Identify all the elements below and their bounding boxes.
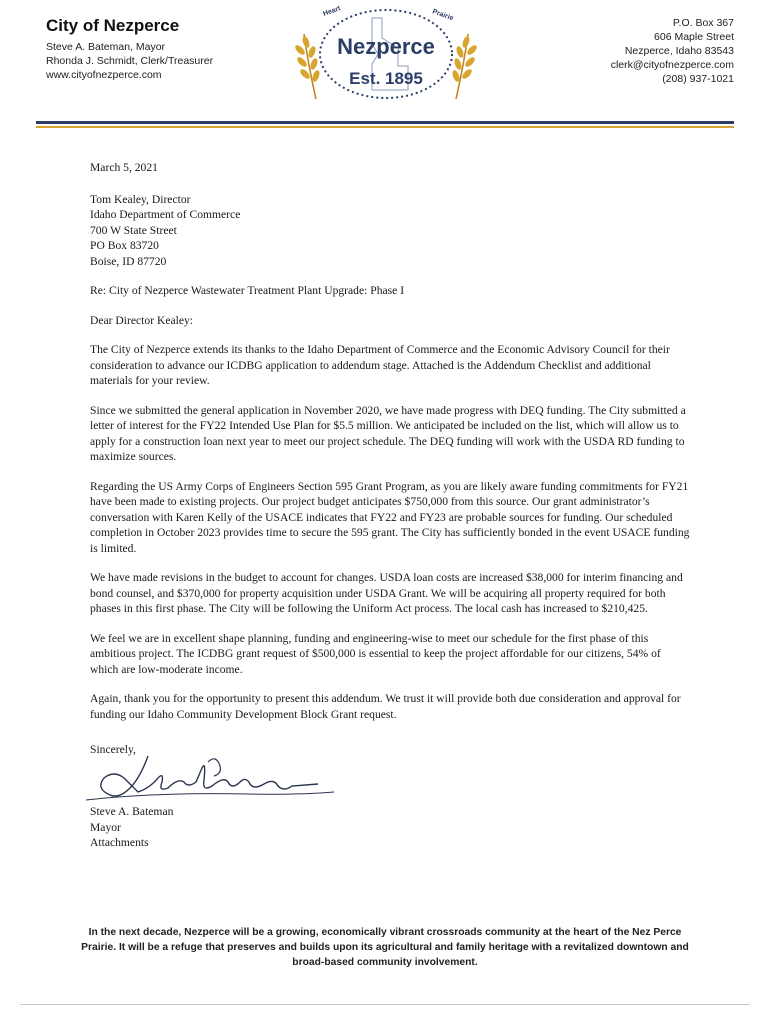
city-state-zip: Nezperce, Idaho 83543: [624, 45, 734, 57]
signer-title: Mayor: [90, 820, 121, 834]
header-rule-gold: [36, 126, 734, 128]
wheat-left-icon: [294, 34, 321, 99]
vision-statement: In the next decade, Nezperce will be a growing, economically vibrant crossroads community at the heart of the Nez Perce Prairie. It will be a refuge that preserves and builds upon its agricultural and family heritage with a revitalized downtown and broad-based community involvement.: [81, 927, 689, 968]
salutation: Dear Director Kealey:: [90, 313, 193, 327]
recipient-line: Tom Kealey, Director: [90, 192, 191, 206]
recipient-line: Boise, ID 87720: [90, 254, 167, 268]
city-seal-logo: [286, 4, 486, 104]
recipient-address: [90, 192, 690, 270]
ring-text-left: Heart: [322, 5, 342, 18]
re-line: Re: City of Nezperce Wastewater Treatment Plant Upgrade: Phase I: [90, 284, 405, 297]
mayor-line: Steve A. Bateman, Mayor: [46, 41, 166, 53]
seal-est: Est. 1895: [349, 69, 423, 88]
footer-rule: [20, 1004, 750, 1005]
body-paragraph: The City of Nezperce extends its thanks to the Idaho Department of Commerce and the Economic Advisory Council for their consideration to advance our ICDBG application to addendum stage. Attached is the Addendum Checklist and additional materials for your review.: [90, 343, 670, 387]
signer-name: Steve A. Bateman: [90, 805, 174, 818]
enclosure-line: Attachments: [90, 836, 149, 849]
header-rule-navy: [36, 121, 734, 124]
website-line: www.cityofnezperce.com: [46, 69, 162, 81]
letter-body: [90, 160, 690, 736]
signer-block: [90, 804, 173, 851]
street-address: 606 Maple Street: [654, 31, 734, 43]
email-address: clerk@cityofnezperce.com: [610, 59, 734, 71]
body-paragraph: Since we submitted the general application in November 2020, we have made progress with DEQ funding. The City submitted a letter of interest for the FY22 Intended Use Plan for $5.5 million. We anticipated be included on the list, which will allow us to apply for a construction loan next year to meet our project schedule. The DEQ funding will work with the USDA RD funding to maximize sources.: [90, 403, 686, 463]
ring-text-right: Prairie: [431, 8, 455, 23]
letterhead-left: [46, 16, 213, 82]
letter-date: March 5, 2021: [90, 161, 158, 174]
po-box: P.O. Box 367: [672, 17, 734, 29]
body-paragraph: Regarding the US Army Corps of Engineers Section 595 Grant Program, as you are likely aware funding commitments for FY21 have been made to existing projects. Our project budget anticipates $750,000 from this source. Our grant administrator’s conversation with Karen Kelly of the USACE indicates that FY22 and FY23 are probable sources for funding. Our scheduled completion in October 2023 provides time to secure the 595 grant. The City has sufficiently bonded in the event USACE funding is limited.: [90, 479, 690, 555]
body-paragraph: Again, thank you for the opportunity to present this addendum. We trust it will provide both due consideration and approval for funding our Idaho Community Development Block Grant request.: [90, 692, 681, 721]
phone-number: (208) 937-1021: [662, 73, 734, 85]
wheat-right-icon: [451, 34, 478, 99]
body-paragraph: We feel we are in excellent shape planning, funding and engineering-wise to meet our schedule for the first phase of this ambitious project. The ICDBG grant request of $500,000 is essential to keep the project affordable for our citizens, 54% of which are low-moderate income.: [90, 631, 661, 676]
seal-name: Nezperce: [337, 34, 435, 59]
clerk-line: Rhonda J. Schmidt, Clerk/Treasurer: [46, 55, 214, 67]
recipient-line: PO Box 83720: [90, 239, 159, 252]
recipient-line: 700 W State Street: [90, 223, 177, 237]
city-name: City of Nezperce: [46, 16, 180, 35]
letterhead-right: [611, 16, 734, 86]
handwritten-signature: [78, 748, 338, 808]
recipient-line: Idaho Department of Commerce: [90, 208, 241, 221]
body-paragraph: We have made revisions in the budget to account for changes. USDA loan costs are increased $38,000 for interim financing and bond counsel, and $370,000 for property acquisition under USDA Grant. We will be acquiring all property required for both phases in this first phase. The City will be following the Uniform Act process. The local cash has increased to $210,425.: [90, 571, 683, 615]
closing: Sincerely,: [90, 743, 136, 756]
